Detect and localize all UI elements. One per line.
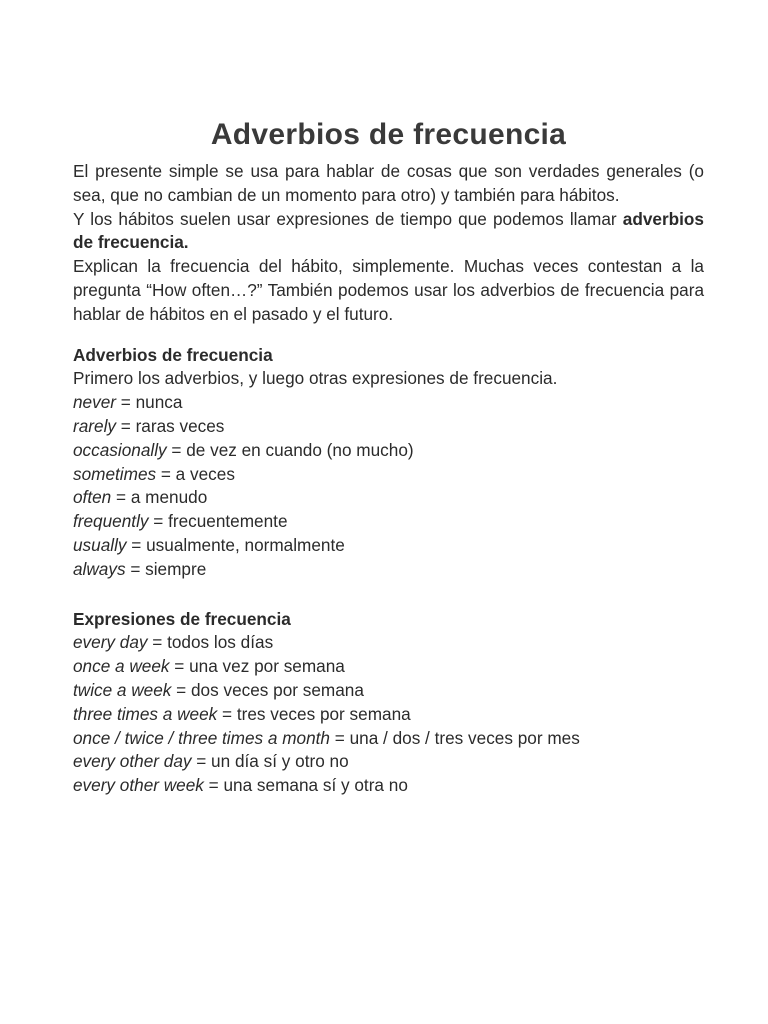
adverb-item — [73, 415, 704, 439]
adverbs-heading: Adverbios de frecuencia — [73, 344, 273, 365]
expression-term: twice a week — [73, 679, 172, 700]
expression-item — [73, 727, 704, 751]
expression-item — [73, 631, 704, 655]
document-page — [73, 0, 704, 798]
expression-item — [73, 655, 704, 679]
adverb-term: often — [73, 487, 112, 508]
adverb-item — [73, 486, 704, 510]
expressions-list — [73, 631, 704, 798]
intro-paragraph-3: Explican la frecuencia del hábito, simplemente. Muchas veces contestan a la pregunta “How often…?” También podemos usar los adverbios de frecuencia para hablar de hábitos en el pasado y el futuro. — [73, 256, 704, 324]
expressions-section — [73, 608, 704, 798]
expression-meaning: = un día sí y otro no — [191, 751, 349, 772]
adverb-item — [73, 463, 704, 487]
intro-section — [73, 160, 704, 327]
expression-item — [73, 703, 704, 727]
adverb-term: never — [73, 392, 116, 413]
expression-term: once / twice / three times a month — [73, 727, 330, 748]
expression-meaning: = una / dos / tres veces por mes — [329, 727, 580, 748]
adverb-term: rarely — [73, 415, 116, 436]
adverbs-subtitle: Primero los adverbios, y luego otras expresiones de frecuencia. — [73, 368, 558, 389]
expression-meaning: = tres veces por semana — [217, 703, 411, 724]
adverb-meaning: = raras veces — [115, 415, 225, 436]
expression-item — [73, 750, 704, 774]
expression-meaning: = una vez por semana — [169, 656, 345, 677]
adverbs-section — [73, 344, 704, 582]
intro-paragraph-2-bold: adverbios de frecuencia. — [73, 208, 704, 253]
adverbs-list — [73, 391, 704, 581]
adverb-meaning: = nunca — [116, 392, 183, 413]
expression-meaning: = todos los días — [147, 632, 274, 653]
expression-item — [73, 679, 704, 703]
expression-meaning: = dos veces por semana — [171, 679, 364, 700]
page-title: Adverbios de frecuencia — [210, 118, 567, 151]
adverb-meaning: = a veces — [156, 463, 235, 484]
expressions-heading: Expresiones de frecuencia — [73, 608, 291, 629]
expression-term: three times a week — [73, 703, 218, 724]
intro-paragraph-1: El presente simple se usa para hablar de cosas que son verdades generales (o sea, que no cambian de un momento para otro) y también para hábitos. — [73, 161, 704, 205]
intro-paragraph-2-text: Y los hábitos suelen usar expresiones de tiempo que podemos llamar — [73, 208, 617, 229]
expression-meaning: = una semana sí y otra no — [203, 775, 408, 796]
adverb-meaning: = a menudo — [111, 487, 208, 508]
intro-paragraph-2 — [73, 208, 704, 256]
expression-term: every other day — [73, 751, 192, 772]
adverb-term: sometimes — [73, 463, 157, 484]
adverb-item — [73, 439, 704, 463]
adverb-meaning: = de vez en cuando (no mucho) — [166, 439, 414, 460]
adverb-term: occasionally — [73, 439, 167, 460]
adverb-item — [73, 534, 704, 558]
adverb-meaning: = siempre — [125, 558, 207, 579]
expression-item — [73, 774, 704, 798]
adverb-item — [73, 510, 704, 534]
expression-term: once a week — [73, 656, 170, 677]
expression-term: every day — [73, 632, 148, 653]
adverb-item — [73, 558, 704, 582]
expression-term: every other week — [73, 775, 204, 796]
adverb-term: usually — [73, 534, 127, 555]
adverb-meaning: = frecuentemente — [148, 511, 288, 532]
adverb-term: always — [73, 558, 126, 579]
adverb-meaning: = usualmente, normalmente — [126, 534, 345, 555]
adverb-item — [73, 391, 704, 415]
adverb-term: frequently — [73, 511, 149, 532]
